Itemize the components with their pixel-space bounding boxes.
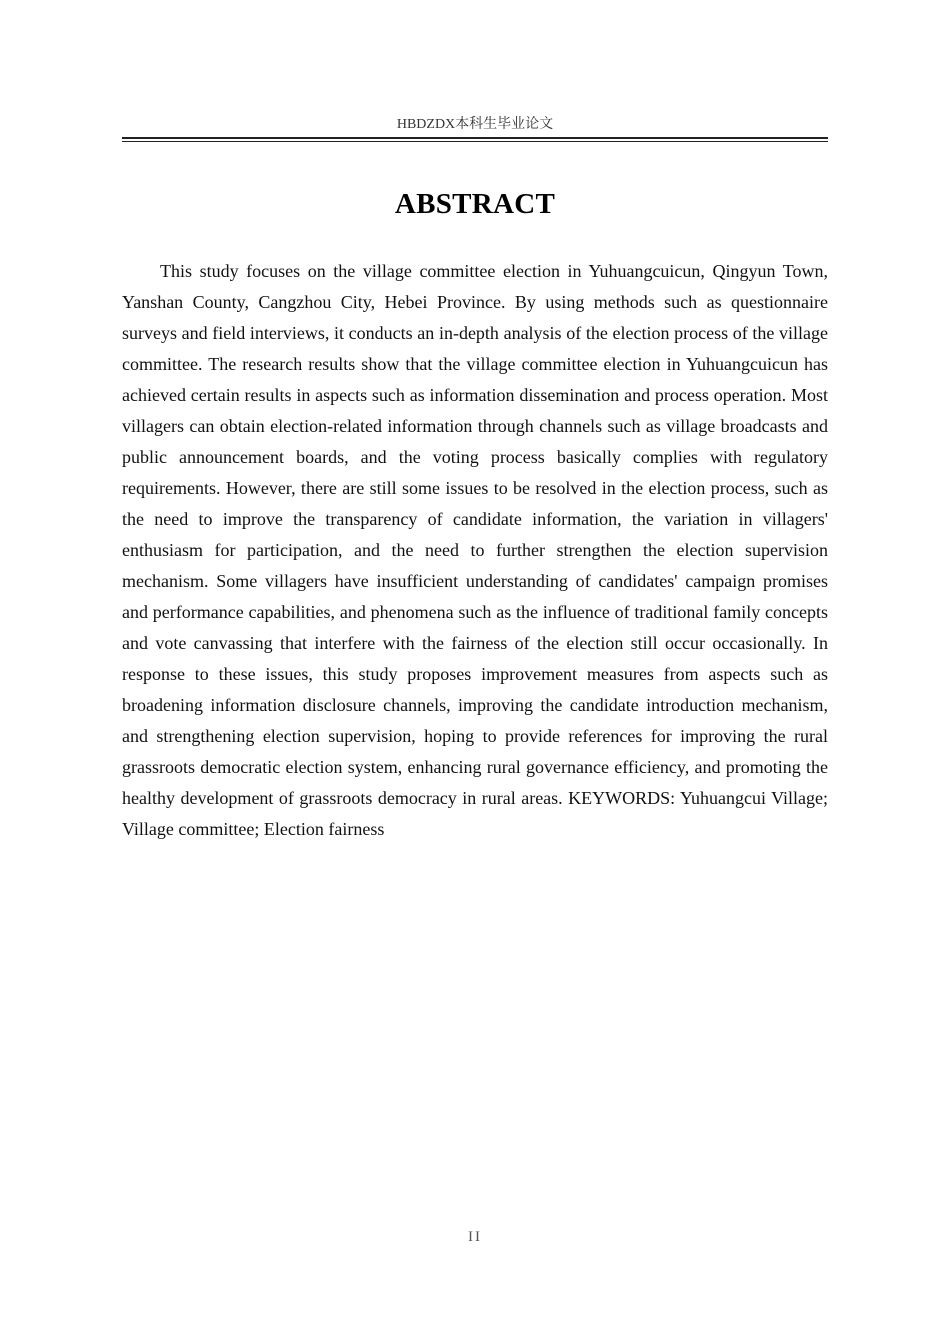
running-header: HBDZDX本科生毕业论文 <box>396 117 554 132</box>
page-number: II <box>468 1229 482 1245</box>
page-title: ABSTRACT <box>394 188 556 220</box>
header-rule-thin <box>122 141 828 142</box>
header-rule-thick <box>122 137 828 139</box>
abstract-paragraph: This study focuses on the village committee election in Yuhuangcuicun, Qingyun Town, Yanshan County, Cangzhou City, Hebei Province. By using methods such as questionnaire surveys and field interviews, it conducts an in-depth analysis of the election process of the village committee. The research results show that the village committee election in Yuhuangcuicun has achieved certain results in aspects such as information dissemination and process operation. Most villagers can obtain election-related information through channels such as village broadcasts and public announcement boards, and the voting process basically complies with regulatory requirements. However, there are still some issues to be resolved in the election process, such as the need to improve the transparency of candidate information, the variation in villagers' enthusiasm for participation, and the need to further strengthen the election supervision mechanism. Some villagers have insufficient understanding of candidates' campaign promises and performance capabilities, and phenomena such as the influence of traditional family concepts and vote canvassing that interfere with the fairness of the election still occur occasionally. In response to these issues, this study proposes improvement measures from aspects such as broadening information disclosure channels, improving the candidate introduction mechanism, and strengthening election supervision, hoping to provide references for improving the rural grassroots democratic election system, enhancing rural governance efficiency, and promoting the healthy development of grassroots democracy in rural areas. KEYWORDS: Yuhuangcui Village; Village committee; Election fairness <box>122 261 828 839</box>
